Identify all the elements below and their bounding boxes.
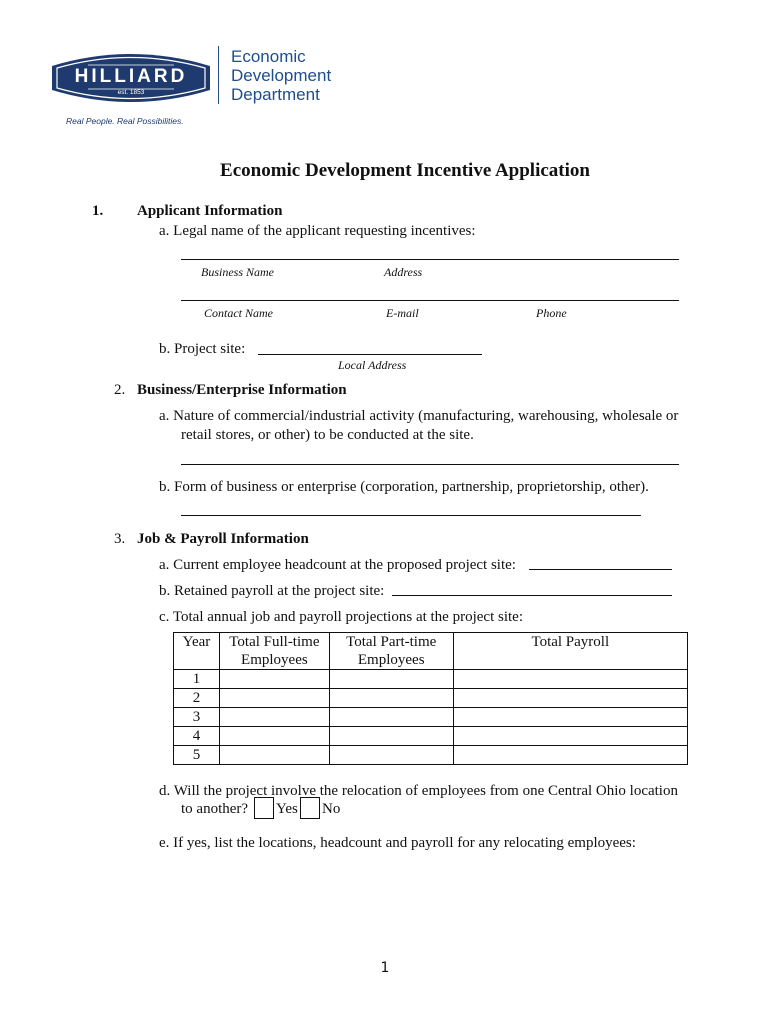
item-2b-text: b. Form of business or enterprise (corporation, partnership, proprietorship, other).	[159, 479, 649, 495]
business-form-line[interactable]	[181, 515, 641, 516]
parttime-cell[interactable]	[329, 746, 453, 765]
logo-divider	[218, 46, 219, 104]
parttime-cell[interactable]	[329, 708, 453, 727]
table-row	[174, 670, 688, 689]
fulltime-cell[interactable]	[219, 670, 329, 689]
table-row	[174, 727, 688, 746]
item-1b-text: b. Project site:	[159, 341, 246, 357]
parttime-cell[interactable]	[329, 689, 453, 708]
payroll-cell[interactable]	[453, 670, 687, 689]
logo-established: est. 1853	[117, 89, 145, 96]
contact-line[interactable]	[181, 300, 679, 301]
item-3a-text: a. Current employee headcount at the proposed project site:	[159, 557, 516, 573]
parttime-cell[interactable]	[329, 727, 453, 746]
logo-tagline: Real People. Real Possibilities.	[66, 116, 184, 126]
dept-line-2: Development	[231, 66, 332, 85]
no-label: No	[322, 801, 341, 817]
project-site-line[interactable]	[258, 354, 482, 355]
section-2-heading: Business/Enterprise Information	[137, 382, 347, 398]
payroll-header: Total Payroll	[453, 633, 687, 670]
fulltime-cell[interactable]	[219, 689, 329, 708]
activity-line[interactable]	[181, 464, 679, 465]
logo-city-name: HILLIARD	[74, 66, 188, 87]
local-address-label: Local Address	[338, 358, 407, 372]
year-cell: 5	[174, 746, 220, 765]
item-3b-text: b. Retained payroll at the project site:	[159, 583, 385, 599]
year-cell: 1	[174, 670, 220, 689]
table-row	[174, 708, 688, 727]
payroll-cell[interactable]	[453, 689, 687, 708]
headcount-line[interactable]	[529, 569, 672, 570]
year-header: Year	[174, 633, 220, 670]
page-title: Economic Development Incentive Application	[220, 160, 590, 181]
projections-table	[173, 632, 688, 765]
contact-name-label: Contact Name	[204, 306, 273, 320]
item-3e-text: e. If yes, list the locations, headcount and payroll for any relocating employees:	[159, 835, 636, 851]
business-name-label: Business Name	[201, 265, 274, 279]
email-label: E-mail	[386, 306, 419, 320]
fulltime-cell[interactable]	[219, 708, 329, 727]
dept-line-1: Economic	[231, 47, 306, 66]
page-number: 1	[380, 960, 390, 976]
item-2a-text-line2: retail stores, or other) to be conducted at the site.	[181, 427, 474, 443]
parttime-header: Total Part-time Employees	[329, 633, 453, 670]
no-checkbox[interactable]	[300, 797, 320, 819]
fulltime-header: Total Full-time Employees	[219, 633, 329, 670]
item-3d-text-line2: to another?	[181, 801, 249, 817]
section-1-number: 1.	[92, 203, 104, 219]
year-cell: 2	[174, 689, 220, 708]
table-row	[174, 689, 688, 708]
section-3-number: 3.	[114, 531, 126, 547]
item-2a-text-line1: a. Nature of commercial/industrial activity (manufacturing, warehousing, wholesale or	[159, 408, 679, 424]
section-3-heading: Job & Payroll Information	[137, 531, 309, 547]
payroll-line[interactable]	[392, 595, 672, 596]
payroll-cell[interactable]	[453, 708, 687, 727]
year-cell: 3	[174, 708, 220, 727]
table-header-row	[174, 633, 688, 670]
payroll-cell[interactable]	[453, 746, 687, 765]
yes-label: Yes	[276, 801, 298, 817]
payroll-cell[interactable]	[453, 727, 687, 746]
parttime-cell[interactable]	[329, 670, 453, 689]
item-1a-text: a. Legal name of the applicant requesting incentives:	[159, 223, 476, 239]
fulltime-cell[interactable]	[219, 746, 329, 765]
dept-line-3: Department	[231, 85, 320, 104]
year-cell: 4	[174, 727, 220, 746]
yes-checkbox[interactable]	[254, 797, 274, 819]
phone-label: Phone	[536, 306, 567, 320]
fulltime-cell[interactable]	[219, 727, 329, 746]
logo-arc-text: CITY OF	[99, 49, 163, 56]
table-row	[174, 746, 688, 765]
item-3c-text: c. Total annual job and payroll projections at the project site:	[159, 609, 523, 625]
address-label: Address	[384, 265, 423, 279]
item-3d-text-line1: d. Will the project involve the relocation of employees from one Central Ohio location	[159, 783, 678, 799]
business-address-line[interactable]	[181, 259, 679, 260]
section-1-heading: Applicant Information	[137, 203, 283, 219]
section-2-number: 2.	[114, 382, 126, 398]
